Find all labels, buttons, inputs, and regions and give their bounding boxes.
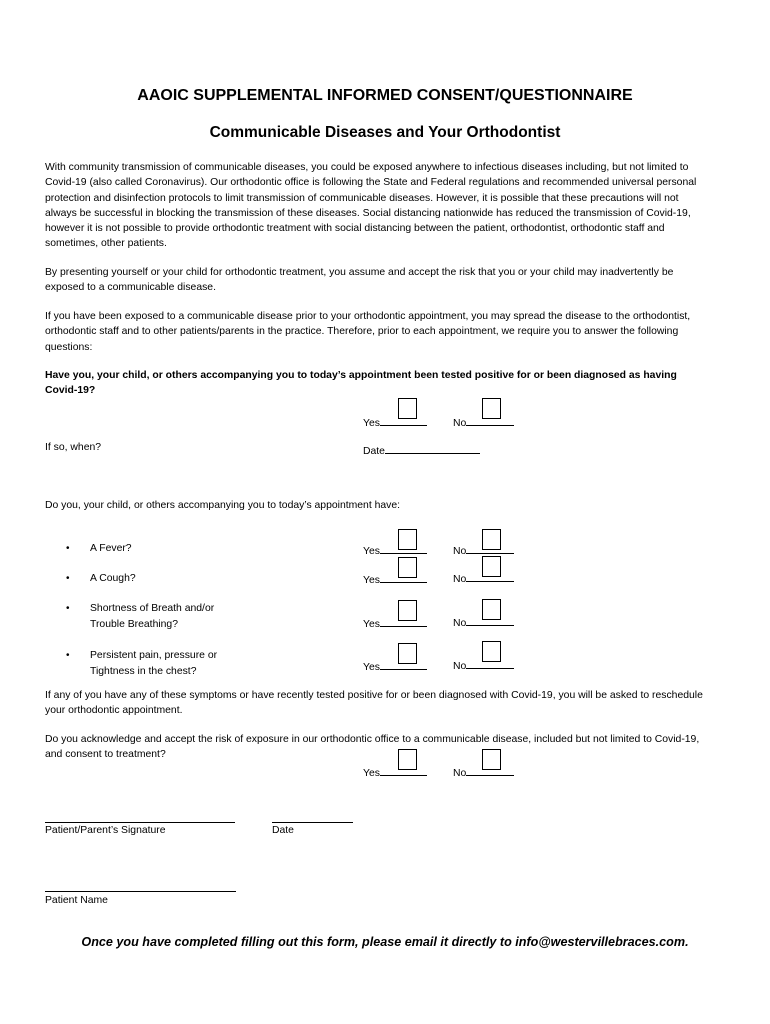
signature-date-line[interactable] <box>272 822 353 823</box>
consent-yes-label: Yes <box>363 764 427 779</box>
symptom-cough: A Cough? <box>90 573 136 584</box>
if-so-when-label: If so, when? <box>45 442 102 453</box>
bullet: • <box>66 603 70 614</box>
signature-date-label: Date <box>272 825 294 836</box>
reschedule-paragraph: If any of you have any of these symptoms or have recently tested positive for or been diagnosed with Covid-19, you will be asked to reschedule your orthodontic appointment. <box>45 690 703 717</box>
question-consent: Do you acknowledge and accept the risk of exposure in our orthodontic office to a communicable disease, included but not limited to Covid-19, and consent to treatment? <box>45 734 700 761</box>
chest-no-checkbox[interactable] <box>482 641 501 662</box>
intro-paragraph: With community transmission of communicable diseases, you could be exposed anywhere to infectious diseases including, but not limited to Covid-19 (also called Coronavirus). Our orthodontic office is following the State and Federal regulations and recommended universal personal protection and disinfection protocols to limit transmission of communicable diseases. However, it is possible that these precautions will not always be successful in blocking the transmission of these diseases. Social distancing nationwide has reduced the transmission of Covid-19, however it is not possible to provide orthodontic treatment with social distancing between the patient, orthodontist, orthodontic staff and sometimes, other patients. <box>45 162 697 250</box>
consent-yes-checkbox[interactable] <box>398 749 417 770</box>
signature-label: Patient/Parent’s Signature <box>45 825 166 836</box>
chest-yes-checkbox[interactable] <box>398 643 417 664</box>
fever-yes-label: Yes <box>363 542 427 557</box>
cough-no-label: No <box>453 570 514 585</box>
consent-no-label: No <box>453 764 514 779</box>
question-symptoms: Do you, your child, or others accompanying you to today’s appointment have: <box>45 500 401 511</box>
breathing-yes-label: Yes <box>363 615 427 630</box>
breathing-no-checkbox[interactable] <box>482 599 501 620</box>
symptom-fever: A Fever? <box>90 543 132 554</box>
q1-date-field[interactable]: Date <box>363 442 480 457</box>
cough-no-checkbox[interactable] <box>482 556 501 577</box>
signature-line[interactable] <box>45 822 235 823</box>
symptom-chest: Persistent pain, pressure or Tightness in the chest? <box>90 650 218 677</box>
patient-name-label: Patient Name <box>45 895 108 906</box>
fever-no-checkbox[interactable] <box>482 529 501 550</box>
bullet: • <box>66 573 70 584</box>
cough-yes-checkbox[interactable] <box>398 557 417 578</box>
cough-yes-label: Yes <box>363 571 427 586</box>
q1-no-checkbox[interactable] <box>482 398 501 419</box>
bullet: • <box>66 650 70 661</box>
q1-yes-label: Yes <box>363 414 427 429</box>
q1-yes-checkbox[interactable] <box>398 398 417 419</box>
chest-yes-label: Yes <box>363 658 427 673</box>
fever-yes-checkbox[interactable] <box>398 529 417 550</box>
fever-no-label: No <box>453 542 514 557</box>
breathing-yes-checkbox[interactable] <box>398 600 417 621</box>
question-covid-tested: Have you, your child, or others accompanying you to today’s appointment been tested positive for or been diagnosed as having Covid-19? <box>45 370 677 397</box>
risk-paragraph: By presenting yourself or your child for orthodontic treatment, you assume and accept the risk that you or your child may inadvertently be exposed to a communicable disease. <box>45 267 674 294</box>
patient-name-line[interactable] <box>45 891 236 892</box>
symptom-breathing: Shortness of Breath and/or Trouble Breathing? <box>90 603 215 630</box>
q1-no-label: No <box>453 414 514 429</box>
form-subtitle: Communicable Diseases and Your Orthodontist <box>209 124 561 141</box>
chest-no-label: No <box>453 657 514 672</box>
breathing-no-label: No <box>453 614 514 629</box>
consent-no-checkbox[interactable] <box>482 749 501 770</box>
form-title: AAOIC SUPPLEMENTAL INFORMED CONSENT/QUESTIONNAIRE <box>137 87 633 104</box>
exposure-paragraph: If you have been exposed to a communicable disease prior to your orthodontic appointment, you may spread the disease to the orthodontist, orthodontic staff and to other patients/parents in the practice. Therefore, prior to each appointment, we require you to answer the following questions: <box>45 311 691 353</box>
footer-instruction: Once you have completed filling out this form, please email it directly to info@westervillebraces.com. <box>81 935 689 949</box>
bullet: • <box>66 543 70 554</box>
